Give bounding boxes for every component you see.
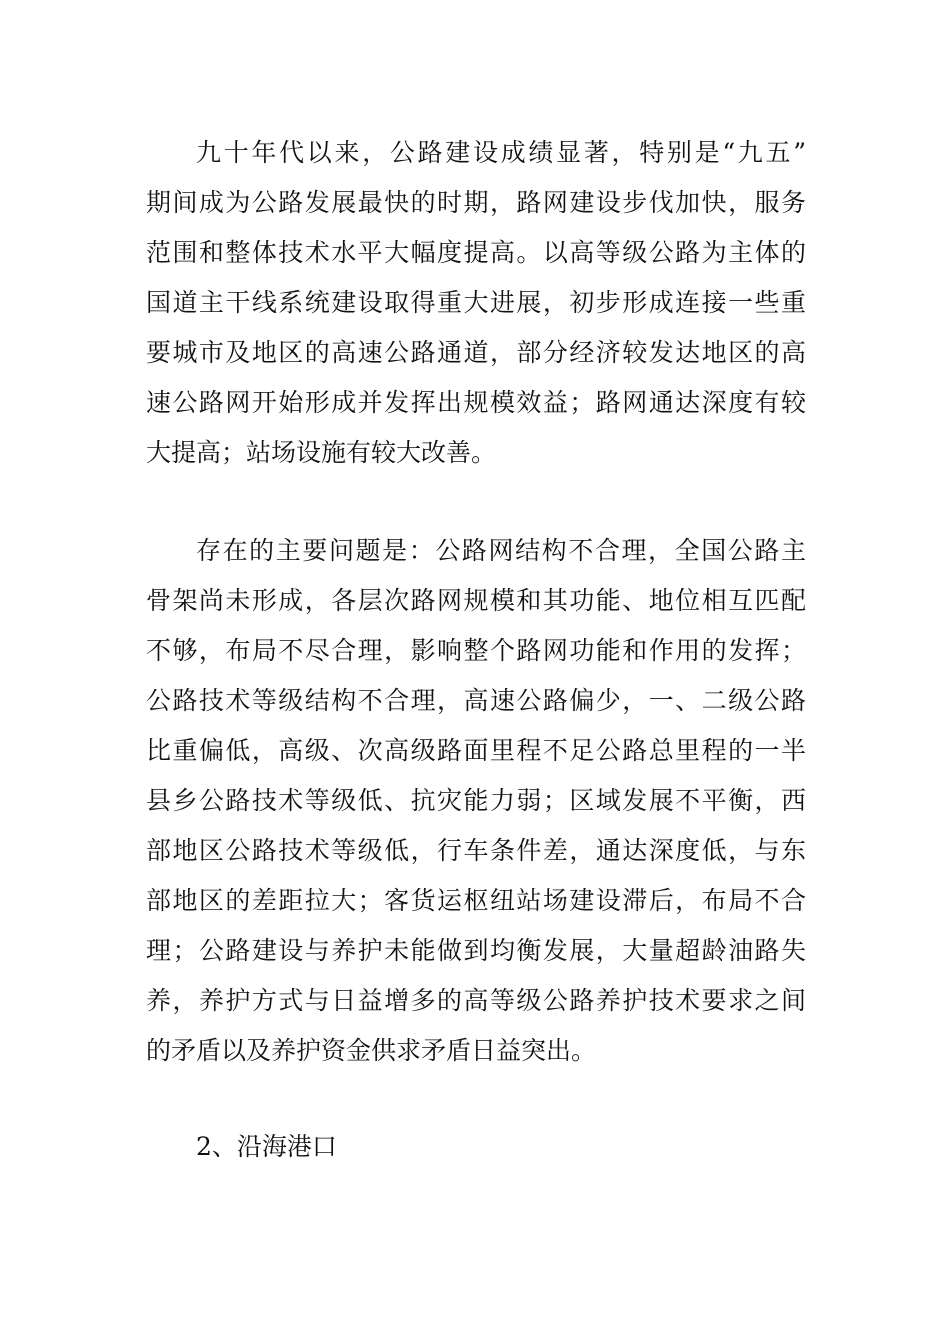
paragraph-line: 范围和整体技术水平大幅度提高。以高等级公路为主体的 bbox=[146, 238, 806, 267]
paragraph-line: 理；公路建设与养护未能做到均衡发展，大量超龄油路失 bbox=[146, 936, 806, 965]
paragraph-line: 比重偏低，高级、次高级路面里程不足公路总里程的一半 bbox=[146, 736, 806, 765]
paragraph-line: 大提高；站场设施有较大改善。 bbox=[146, 438, 497, 467]
paragraph-line: 要城市及地区的高速公路通道，部分经济较发达地区的高 bbox=[146, 338, 806, 367]
paragraph-line: 的矛盾以及养护资金供求矛盾日益突出。 bbox=[146, 1036, 597, 1065]
paragraph-line: 速公路网开始形成并发挥出规模效益；路网通达深度有较 bbox=[146, 388, 806, 417]
paragraph-line: 不够，布局不尽合理，影响整个路网功能和作用的发挥； bbox=[146, 636, 806, 665]
paragraph-line: 期间成为公路发展最快的时期，路网建设步伐加快，服务 bbox=[146, 188, 806, 217]
section-heading: 2、沿海港口 bbox=[196, 1132, 337, 1161]
paragraph-line: 县乡公路技术等级低、抗灾能力弱；区域发展不平衡，西 bbox=[146, 786, 806, 815]
paragraph-line: 公路技术等级结构不合理，高速公路偏少，一、二级公路 bbox=[146, 686, 806, 715]
paragraph-line: 骨架尚未形成，各层次路网规模和其功能、地位相互匹配 bbox=[146, 586, 806, 615]
paragraph-line: 养，养护方式与日益增多的高等级公路养护技术要求之间 bbox=[146, 986, 806, 1015]
paragraph-line: 九十年代以来，公路建设成绩显著，特别是“九五” bbox=[196, 138, 806, 167]
paragraph-line: 存在的主要问题是：公路网结构不合理，全国公路主 bbox=[196, 536, 806, 565]
paragraph-line: 国道主干线系统建设取得重大进展，初步形成连接一些重 bbox=[146, 288, 806, 317]
paragraph-line: 部地区的差距拉大；客货运枢纽站场建设滞后，布局不合 bbox=[146, 886, 806, 915]
paragraph-line: 部地区公路技术等级低，行车条件差，通达深度低，与东 bbox=[146, 836, 806, 865]
